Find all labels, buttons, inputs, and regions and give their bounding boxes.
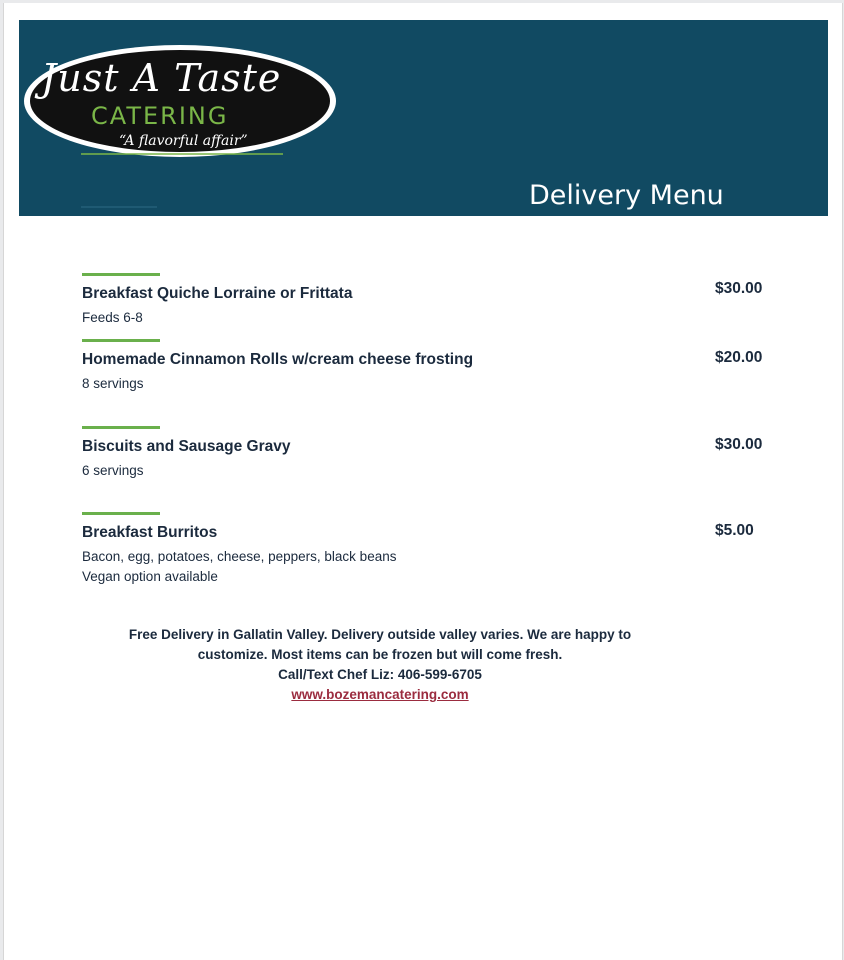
logo-tagline: “A flavorful affair” [119,133,248,149]
item-price: $30.00 [715,280,763,297]
item-name: Breakfast Quiche Lorraine or Frittata [82,285,353,302]
item-accent-bar [82,512,160,515]
item-accent-bar [82,426,160,429]
website-link[interactable]: www.bozemancatering.com [291,687,469,702]
menu-item [82,339,782,391]
menu-item [82,426,782,478]
item-name: Biscuits and Sausage Gravy [82,438,291,455]
menu-item [82,512,782,584]
menu-page [3,3,843,960]
logo-catering-word: CATERING [91,102,229,130]
delivery-note-line: Free Delivery in Gallatin Valley. Delivery outside valley varies. We are happy to [128,627,632,642]
menu-item [82,273,782,325]
header-divider [81,206,157,208]
item-description-line: Bacon, egg, potatoes, cheese, peppers, black beans [82,549,397,564]
logo-script-name: Just A Taste [41,56,282,100]
item-price: $20.00 [715,349,763,366]
item-price: $5.00 [715,522,754,539]
catering-logo [21,42,339,160]
item-description-line: Feeds 6-8 [82,310,143,325]
delivery-note-line: customize. Most items can be frozen but will come fresh. [197,647,563,662]
item-description [82,461,144,481]
delivery-info [4,625,756,705]
item-description-line: Vegan option available [82,569,218,584]
item-description-line: 6 servings [82,463,144,478]
item-accent-bar [82,339,160,342]
item-name: Breakfast Burritos [82,524,218,541]
contact-phone: Call/Text Chef Liz: 406-599-6705 [278,667,482,682]
item-description [82,374,144,394]
item-description [82,547,396,587]
header-banner [19,20,828,216]
page-title: Delivery Menu [529,180,724,211]
item-name: Homemade Cinnamon Rolls w/cream cheese frosting [82,351,474,368]
item-price: $30.00 [715,436,763,453]
item-description [82,308,143,328]
item-accent-bar [82,273,160,276]
item-description-line: 8 servings [82,376,144,391]
